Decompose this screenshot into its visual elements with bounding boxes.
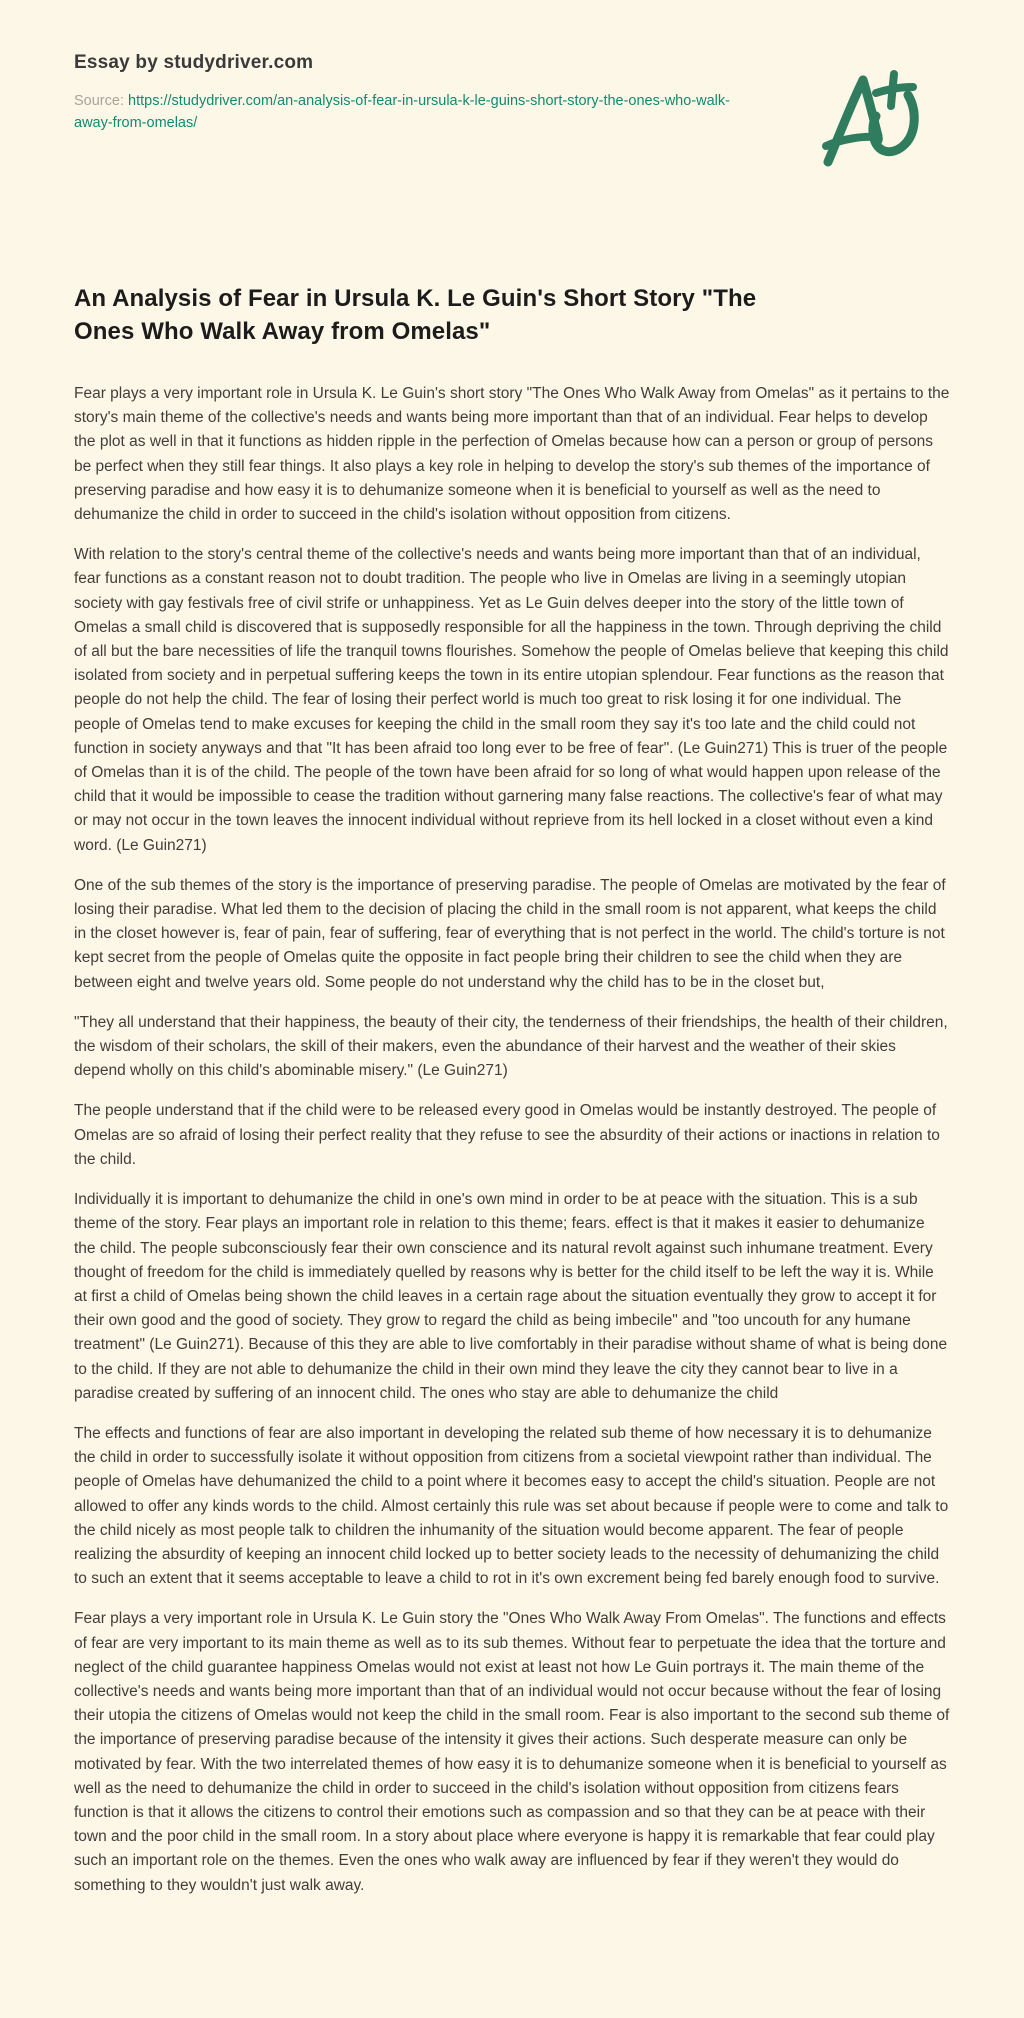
- source-line: [74, 90, 734, 134]
- essay-title: An Analysis of Fear in Ursula K. Le Guin's Short Story "The Ones Who Walk Away from Omelas": [74, 285, 757, 345]
- source-link[interactable]: https://studydriver.com/an-analysis-of-fear-in-ursula-k-le-guins-short-story-the-ones-who-walk-away-from-omelas/: [74, 93, 730, 131]
- source-label: Source:: [74, 93, 124, 109]
- studydriver-a-plus-logo-icon: [820, 64, 922, 172]
- byline: Essay by studydriver.com: [74, 52, 314, 73]
- essay-paragraph: One of the sub themes of the story is the importance of preserving paradise. The people of Omelas are motivated by the fear of losing their paradise. What led them to the decision of placing the child in the small room is not apparent, what keeps the child in the closet however is, fear of pain, fear of suffering, fear of everything that is not perfect in the world. The child's torture is not kept secret from the people of Omelas quite the opposite in fact people bring their children to see the child when they are between eight and twelve years old. Some people do not understand why the child has to be in the closet but,: [74, 876, 946, 991]
- essay-paragraph: Fear plays a very important role in Ursula K. Le Guin story the "Ones Who Walk Away From Omelas". The functions and effects of fear are very important to its main theme as well as to its sub themes. Without fear to perpetuate the idea that the torture and neglect of the child guarantee happiness Omelas would not exist at least not how Le Guin portrays it. The main theme of the collective's needs and wants being more important than that of an individual would not occur because without the fear of losing their utopia the citizens of Omelas would not keep the child in the small room. Fear is also important to the second sub theme of the importance of preserving paradise because of the intensity it gives their actions. Such desperate measure can only be motivated by fear. With the two interrelated themes of how easy it is to dehumanize someone when it is beneficial to yourself as well as the need to dehumanize the child in order to succeed in the child's isolation without opposition from citizens fears function is that it allows the citizens to control their emotions such as compassion and so that they can be at peace with their town and the poor child in the small room. In a story about place where everyone is happy it is remarkable that fear could play such an important role on the themes. Even the ones who walk away are influenced by fear if they weren't they would do something to they wouldn't just walk away.: [74, 1610, 950, 1894]
- essay-paragraph: "They all understand that their happiness, the beauty of their city, the tenderness of their friendships, the health of their children, the wisdom of their scholars, the skill of their makers, even the abundance of their harvest and the weather of their skies depend wholly on this child's abominable misery." (Le Guin271): [74, 1013, 948, 1080]
- essay-paragraph: Individually it is important to dehumanize the child in one's own mind in order to be at peace with the situation. This is a sub theme of the story. Fear plays an important role in relation to this theme; fears. effect is that it makes it easier to dehumanize the child. The people subconsciously fear their own conscience and its natural revolt against such inhumane treatment. Every thought of freedom for the child is immediately quelled by reasons why is better for the child itself to be left the way it is. While at first a child of Omelas being shown the child leaves in a certain rage about the situation eventually they grow to accept it for their own good and the good of society. They grow to regard the child as being imbecile" and "too uncouth for any humane treatment" (Le Guin271). Because of this they are able to live comfortably in their paradise without shame of what is being done to the child. If they are not able to dehumanize the child in their own mind they leave the city they cannot bear to live in a paradise created by suffering of an innocent child. The ones who stay are able to dehumanize the child: [74, 1191, 948, 1402]
- header-text: [74, 52, 950, 134]
- essay-paragraph: The effects and functions of fear are also important in developing the related sub theme of how necessary it is to dehumanize the child in order to successfully isolate it without opposition from citizens from a societal viewpoint rather than individual. The people of Omelas have dehumanized the child to a point where it becomes easy to accept the child's situation. People are not allowed to offer any kinds words to the child. Almost certainly this rule was set about because if people were to come and talk to the child nicely as most people talk to children the inhumanity of the situation would become apparent. The fear of people realizing the absurdity of keeping an innocent child locked up to better society leads to the necessity of dehumanizing the child to such an extent that it seems acceptable to leave a child to rot in it's own excrement being fed barely enough food to survive.: [74, 1424, 949, 1588]
- essay-main: [74, 282, 950, 1898]
- essay-paragraph: With relation to the story's central theme of the collective's needs and wants being more important than that of an individual, fear functions as a constant reason not to doubt tradition. The people who live in Omelas are living in a seemingly utopian society with gay festivals free of civil strife or unhappiness. Yet as Le Guin delves deeper into the story of the little town of Omelas a small child is discovered that is supposedly responsible for all the happiness in the town. Through depriving the child of all but the bare necessities of life the tranquil towns flourishes. Somehow the people of Omelas believe that keeping this child isolated from society and in perpetual suffering keeps the town in its entire utopian splendour. Fear functions as the reason that people do not help the child. The fear of losing their perfect world is much too great to risk losing it for one individual. The people of Omelas tend to make excuses for keeping the child in the small room they say it's too late and the child could not function in society anyways and that "It has been afraid too long ever to be free of fear". (Le Guin271) This is truer of the people of Omelas than it is of the child. The people of the town have been afraid for so long of what would happen upon release of the child that it would be impossible to cease the tradition without garnering many false reactions. The collective's fear of what may or may not occur in the town leaves the innocent individual without reprieve from its hell locked in a closet without even a kind word. (Le Guin271): [74, 546, 949, 854]
- essay-body: [74, 382, 950, 1898]
- essay-paragraph: Fear plays a very important role in Ursula K. Le Guin's short story "The Ones Who Walk Away from Omelas" as it pertains to the story's main theme of the collective's needs and wants being more important than that of an individual. Fear helps to develop the plot as well in that it functions as hidden ripple in the perfection of Omelas because how can a person or group of persons be perfect when they still fear things. It also plays a key role in helping to develop the story's sub themes of the importance of preserving paradise and how easy it is to dehumanize someone when it is beneficial to yourself as well as the need to dehumanize the child in order to succeed in the child's isolation without opposition from citizens.: [74, 385, 950, 524]
- essay-paragraph: The people understand that if the child were to be released every good in Omelas would be instantly destroyed. The people of Omelas are so afraid of losing their perfect reality that they refuse to see the absurdity of their actions or inactions in relation to the child.: [74, 1102, 940, 1168]
- document-header: [74, 52, 950, 172]
